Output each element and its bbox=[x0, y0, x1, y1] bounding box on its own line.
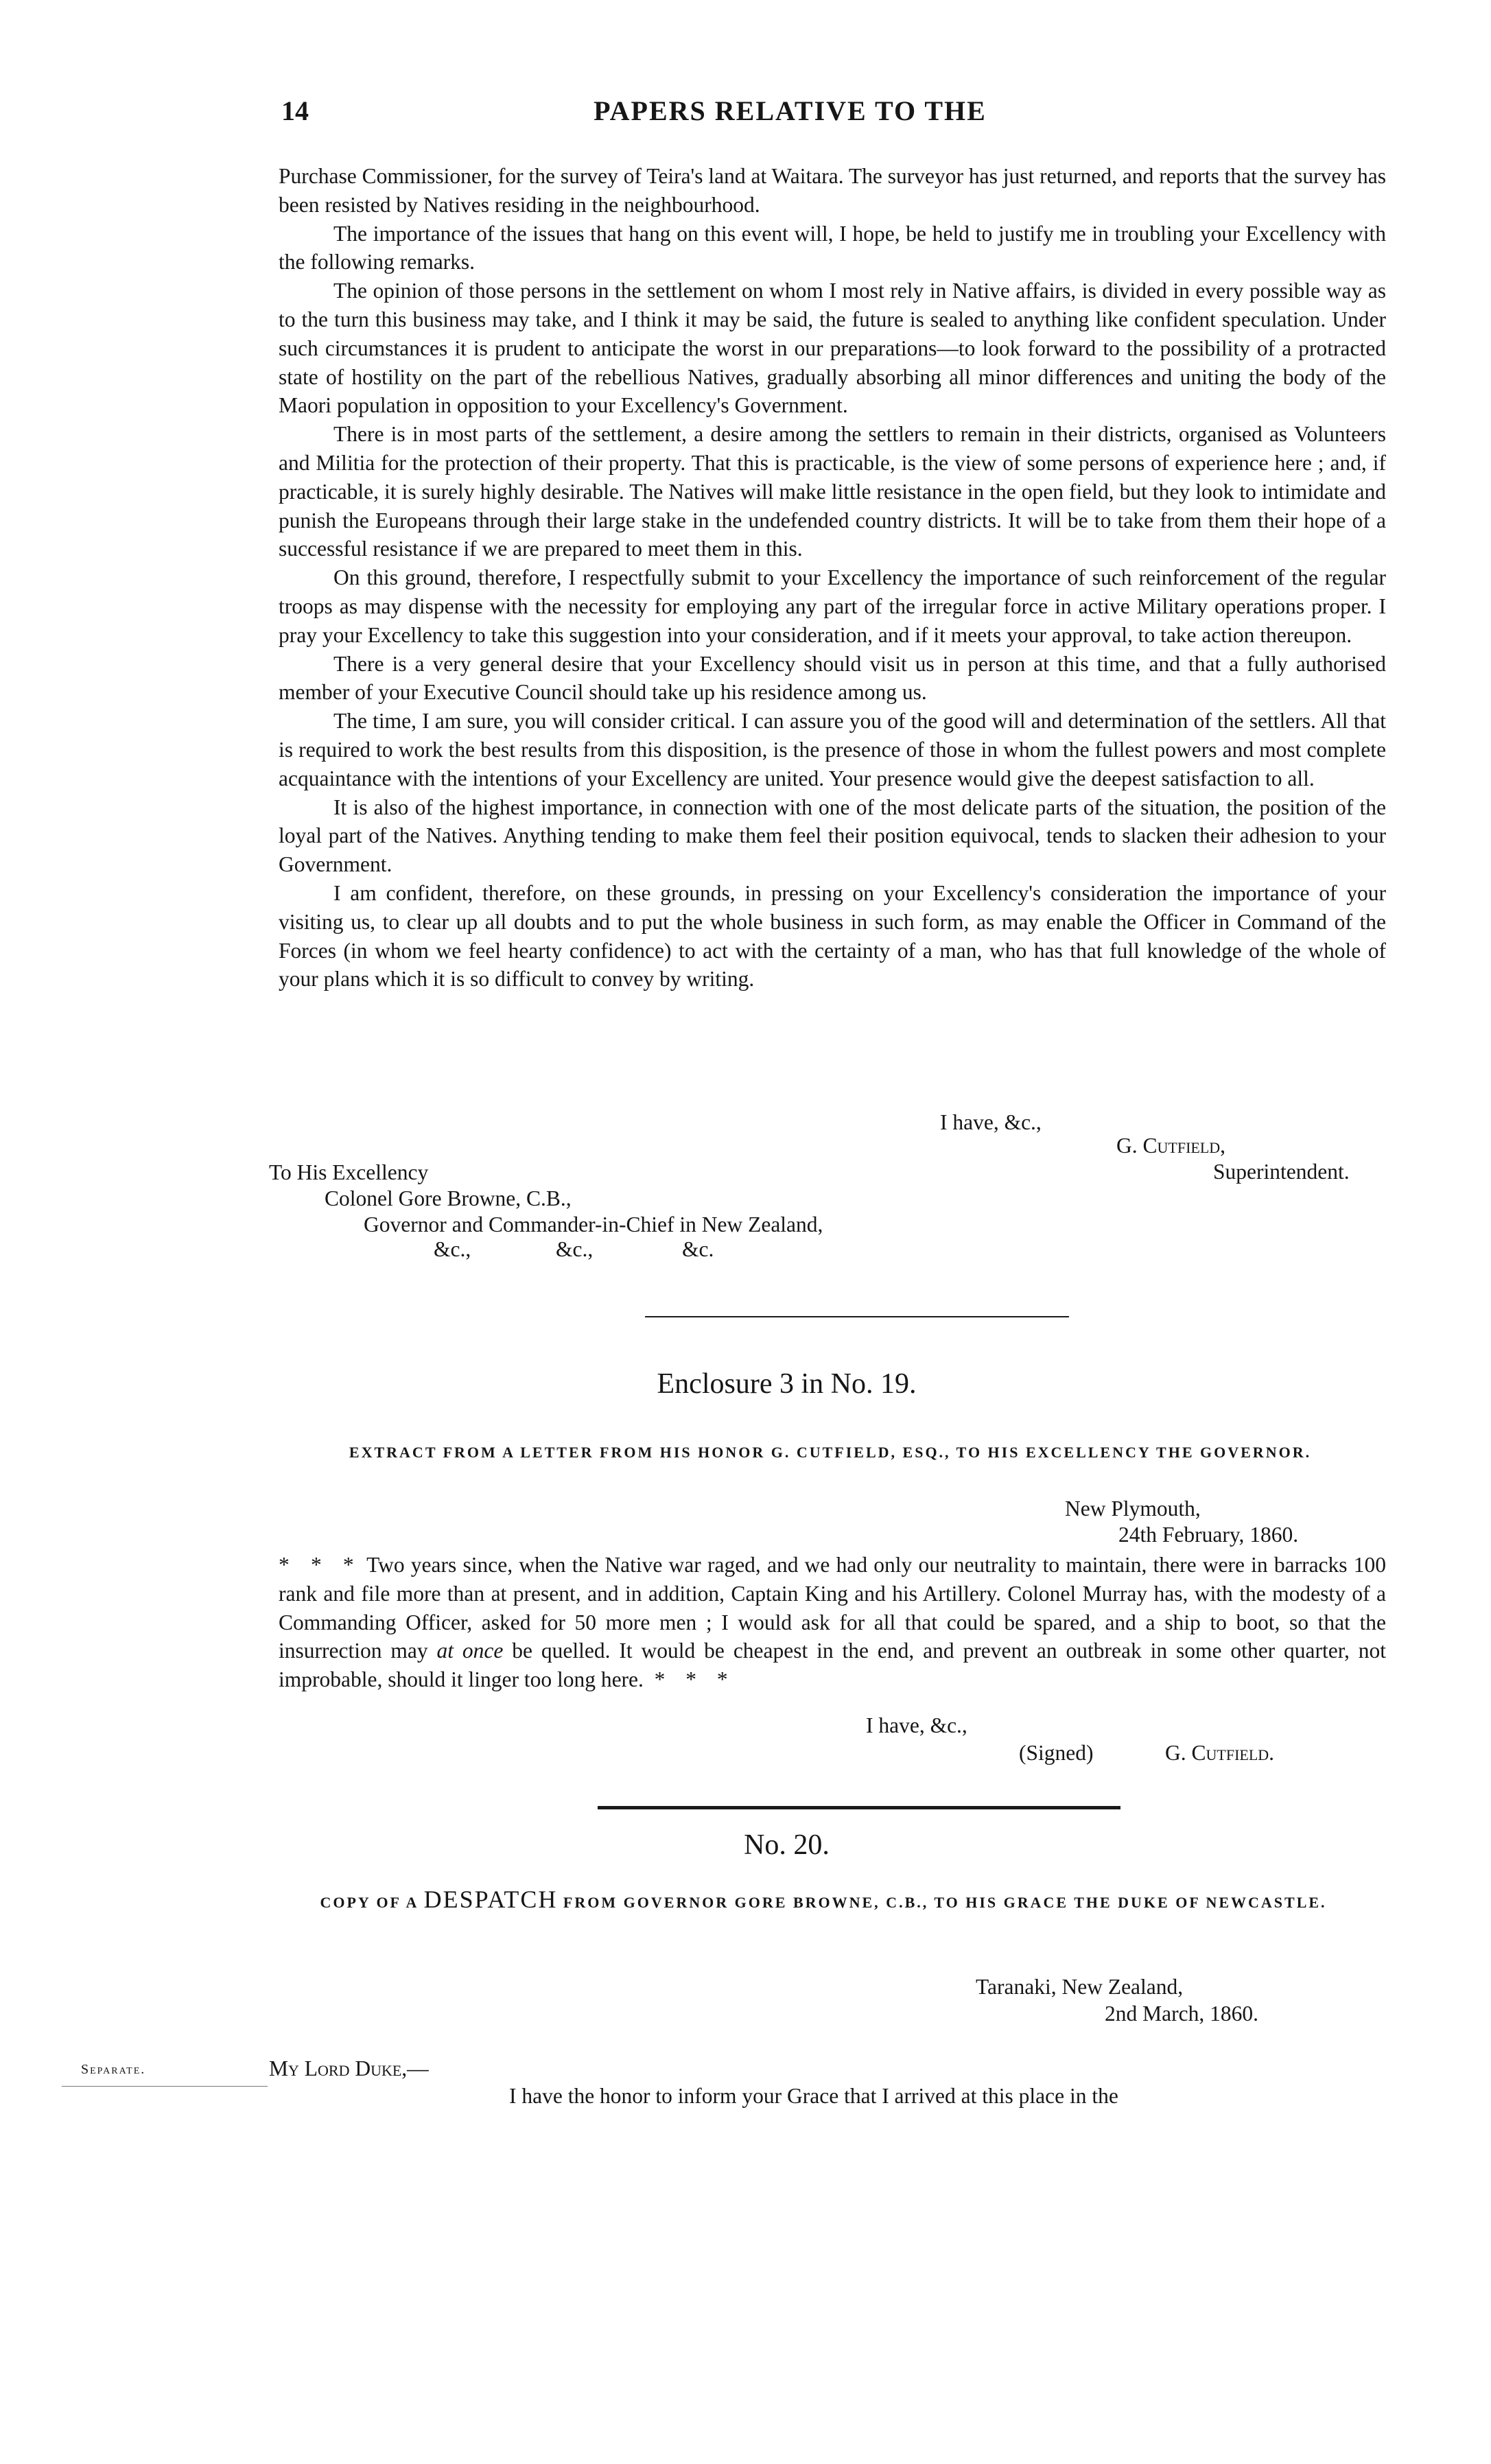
paragraph: On this ground, therefore, I respectfully submit to your Excellency the importance of such reinforcement of the regular troops as may dispense with the necessity for employing any part of the irregular force in active Military operations proper. I pray your Excellency to take this suggestion into your consideration, and if it meets your approval, to take action thereupon. bbox=[279, 565, 1386, 647]
paragraph: It is also of the highest importance, in connection with one of the most delicate parts of the situation, the position of the loyal part of the Natives. Anything tending to make them feel their position equivocal, tends to slacken their adhesion to your Government. bbox=[279, 795, 1386, 877]
section-divider bbox=[645, 1316, 1069, 1317]
paragraph: I am confident, therefore, on these grounds, in pressing on your Excellency's consideration the importance of your visiting us, to clear up all doubts and to put the whole business in such form, as may enable the Officer in Command of the Forces (in whom we feel hearty confidence) to act with the certainty of a man, who has that full knowledge of the whole of your plans which it is so difficult to convey by writing. bbox=[279, 880, 1386, 992]
enclosure-signer: G. Cutfield. bbox=[1165, 1741, 1275, 1765]
heading-rest: FROM GOVERNOR GORE BROWNE, C.B., TO HIS GRACE THE DUKE OF NEWCASTLE. bbox=[563, 1894, 1327, 1911]
letter-closing: I have, &c., bbox=[940, 1110, 1042, 1134]
enclosure-closing: I have, &c., bbox=[866, 1713, 967, 1737]
page-number: 14 bbox=[281, 95, 309, 126]
paragraph: There is a very general desire that your Excellency should visit us in person at this time, and that a fully authorised member of your Executive Council should take up his residence among us. bbox=[279, 651, 1386, 705]
margin-note: Separate. bbox=[81, 2062, 146, 2077]
letter-body bbox=[279, 162, 1386, 994]
ellipsis-asterisks: * * * bbox=[654, 1667, 728, 1692]
despatch-opening: I have the honor to inform your Grace that I arrived at this place in the bbox=[509, 2084, 1118, 2108]
enclosure-title: Enclosure 3 in No. 19. bbox=[657, 1368, 917, 1400]
enclosure-date: 24th February, 1860. bbox=[1118, 1523, 1299, 1547]
signed-label: (Signed) bbox=[1019, 1741, 1094, 1765]
extract-heading: EXTRACT FROM A LETTER FROM HIS HONOR G. CUTFIELD, ESQ., TO HIS EXCELLENCY THE GOVERNOR. bbox=[349, 1444, 1312, 1461]
heading-despatch-word: DESPATCH bbox=[423, 1886, 558, 1913]
letter-signer: G. Cutfield, bbox=[1116, 1134, 1226, 1158]
paragraph: Purchase Commissioner, for the survey of Teira's land at Waitara. The surveyor has just returned, and reports that the survey has been resisted by Natives residing in the neighbourhood. bbox=[279, 164, 1386, 217]
address-line: To His Excellency bbox=[269, 1160, 429, 1184]
letter-signer-title: Superintendent. bbox=[1213, 1160, 1350, 1184]
emphasis-text: at once bbox=[436, 1639, 504, 1663]
despatch-number: No. 20. bbox=[744, 1829, 830, 1861]
enclosure-place: New Plymouth, bbox=[1065, 1497, 1201, 1521]
salutation: My Lord Duke,— bbox=[269, 2056, 429, 2080]
paragraph: There is in most parts of the settlement, a desire among the settlers to remain in their districts, organised as Volunteers and Militia for the protection of their property. That this is practicable, is the view of some persons of experience here ; and, if practicable, it is surely highly desirable. The Natives will make little resistance in the open field, but they look to intimidate and punish the Europeans through their large stake in the undefended country districts. It will be to take from them their hope of a successful resistance if we are prepared to meet them in this. bbox=[279, 422, 1386, 561]
paragraph: The importance of the issues that hang on this event will, I hope, be held to justify me in troubling your Excellency with the following remarks. bbox=[279, 221, 1386, 274]
despatch-date: 2nd March, 1860. bbox=[1105, 2002, 1258, 2026]
paragraph-text: be quelled. It would be cheapest in the end, and prevent an outbreak in some other quarter, not improbable, should it linger too long here. bbox=[279, 1639, 1387, 1692]
address-line: Colonel Gore Browne, C.B., bbox=[325, 1186, 572, 1210]
address-etc: &c., bbox=[556, 1237, 594, 1261]
address-etc: &c. bbox=[682, 1237, 714, 1261]
despatch-heading bbox=[261, 1884, 1386, 1918]
paragraph: The time, I am sure, you will consider critical. I can assure you of the good will and determination of the settlers. All that is required to work the best results from this disposition, is the presence of those in whom the fullest powers and most complete acquaintance with the intentions of your Excellency are united. Your presence would give the deepest satisfaction to all. bbox=[279, 709, 1386, 790]
address-line: Governor and Commander-in-Chief in New Zealand, bbox=[364, 1212, 823, 1236]
paragraph bbox=[279, 1551, 1386, 1694]
section-divider-thick bbox=[598, 1806, 1120, 1809]
enclosure-body bbox=[279, 1551, 1386, 1694]
paragraph-text: Two years since, when the Native war raged, and we had only our neutrality to maintain, there were in barracks 100 rank and file more than at present, and in addition, Captain King and his Artillery. Colonel Murray has, with the modesty of a Commanding Officer, asked for 50 more men ; I would ask for all that could be spared, and a ship to boot, so that the insurrection may bbox=[279, 1553, 1386, 1663]
running-title: PAPERS RELATIVE TO THE bbox=[594, 95, 987, 126]
address-etc: &c., bbox=[434, 1237, 471, 1261]
heading-prefix: COPY OF A bbox=[320, 1894, 419, 1911]
paragraph: The opinion of those persons in the settlement on whom I most rely in Native affairs, is divided in every possible way as to the turn this business may take, and I think it may be said, the future is sealed to anything like confident speculation. Under such circumstances it is prudent to anticipate the worst in our preparations—to look forward to the possibility of a protracted state of hostility on the part of the rebellious Natives, gradually absorbing all minor differences and uniting the body of the Maori population in opposition to your Excellency's Government. bbox=[279, 279, 1386, 418]
ellipsis-asterisks: * * * bbox=[279, 1553, 354, 1577]
despatch-place: Taranaki, New Zealand, bbox=[976, 1975, 1184, 1999]
margin-underline bbox=[62, 2086, 268, 2087]
